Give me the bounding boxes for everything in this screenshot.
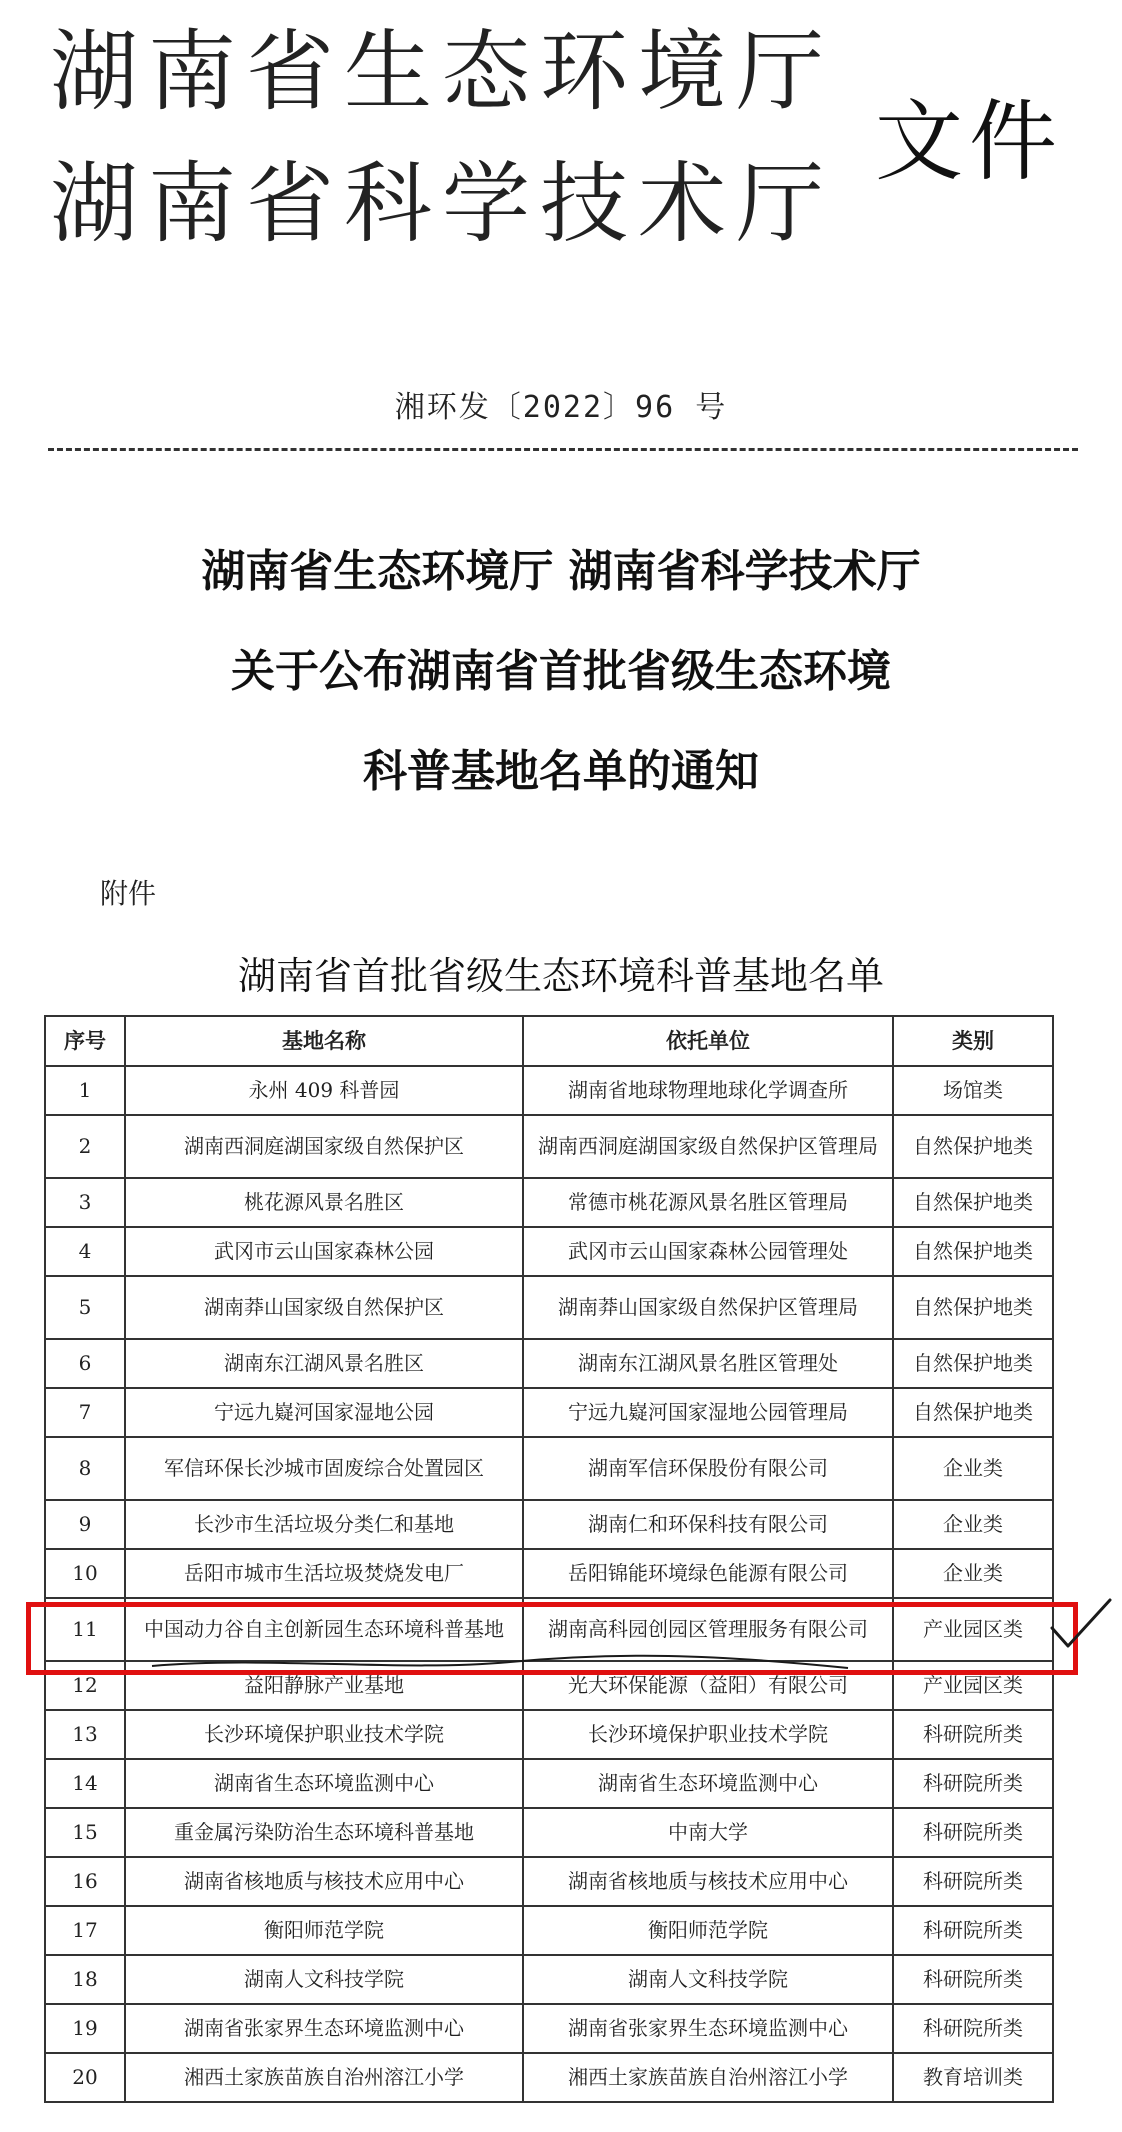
cell-base-name: 湖南省张家界生态环境监测中心 [125, 2004, 523, 2053]
cell-index: 11 [45, 1598, 125, 1661]
notice-title-line-3: 科普基地名单的通知 [363, 746, 759, 797]
cell-category: 自然保护地类 [893, 1276, 1053, 1339]
table-row [45, 1339, 1053, 1388]
table-row [45, 1276, 1053, 1339]
issuer-name-1: 湖南省生态环境厅 [50, 20, 835, 123]
cell-index: 16 [45, 1857, 125, 1906]
cell-base-name: 衡阳师范学院 [125, 1906, 523, 1955]
cell-base-name: 长沙环境保护职业技术学院 [125, 1710, 523, 1759]
cell-host-unit: 岳阳锦能环境绿色能源有限公司 [523, 1549, 893, 1598]
cell-category: 企业类 [893, 1500, 1053, 1549]
cell-index: 13 [45, 1710, 125, 1759]
cell-base-name: 湖南人文科技学院 [125, 1955, 523, 2004]
table-title: 湖南省首批省级生态环境科普基地名单 [237, 954, 884, 998]
cell-category: 科研院所类 [893, 1955, 1053, 2004]
cell-category: 自然保护地类 [893, 1227, 1053, 1276]
cell-category: 产业园区类 [893, 1598, 1053, 1661]
cell-host-unit: 湖南高科园创园区管理服务有限公司 [523, 1598, 893, 1661]
table-row [45, 1808, 1053, 1857]
cell-host-unit: 湖南东江湖风景名胜区管理处 [523, 1339, 893, 1388]
cell-index: 5 [45, 1276, 125, 1339]
doc-type-label: 文件 [875, 90, 1064, 193]
cell-host-unit: 衡阳师范学院 [523, 1906, 893, 1955]
cell-base-name: 湖南莽山国家级自然保护区 [125, 1276, 523, 1339]
cell-host-unit: 常德市桃花源风景名胜区管理局 [523, 1178, 893, 1227]
cell-category: 科研院所类 [893, 1808, 1053, 1857]
cell-index: 4 [45, 1227, 125, 1276]
cell-base-name: 永州 409 科普园 [125, 1066, 523, 1115]
cell-index: 15 [45, 1808, 125, 1857]
cell-host-unit: 长沙环境保护职业技术学院 [523, 1710, 893, 1759]
cell-category: 企业类 [893, 1549, 1053, 1598]
cell-host-unit: 中南大学 [523, 1808, 893, 1857]
cell-category: 科研院所类 [893, 1857, 1053, 1906]
cell-index: 12 [45, 1661, 125, 1710]
notice-title-line-1: 湖南省生态环境厅 湖南省科学技术厅 [201, 546, 921, 597]
table-row [45, 1388, 1053, 1437]
header-cell-index: 序号 [45, 1016, 125, 1066]
separator-line [48, 448, 1078, 451]
cell-base-name: 益阳静脉产业基地 [125, 1661, 523, 1710]
cell-base-name: 岳阳市城市生活垃圾焚烧发电厂 [125, 1549, 523, 1598]
table-row [45, 1857, 1053, 1906]
cell-base-name: 桃花源风景名胜区 [125, 1178, 523, 1227]
cell-host-unit: 湖南仁和环保科技有限公司 [523, 1500, 893, 1549]
cell-category: 自然保护地类 [893, 1388, 1053, 1437]
table-row [45, 1115, 1053, 1178]
cell-index: 2 [45, 1115, 125, 1178]
cell-base-name: 长沙市生活垃圾分类仁和基地 [125, 1500, 523, 1549]
table-row [45, 1955, 1053, 2004]
cell-index: 7 [45, 1388, 125, 1437]
table-row [45, 1906, 1053, 1955]
table-row [45, 2004, 1053, 2053]
cell-host-unit: 宁远九嶷河国家湿地公园管理局 [523, 1388, 893, 1437]
cell-index: 9 [45, 1500, 125, 1549]
table-row [45, 1710, 1053, 1759]
attachment-label: 附件 [100, 877, 157, 910]
cell-host-unit: 光大环保能源（益阳）有限公司 [523, 1661, 893, 1710]
cell-category: 科研院所类 [893, 1759, 1053, 1808]
cell-host-unit: 武冈市云山国家森林公园管理处 [523, 1227, 893, 1276]
table-header-row [45, 1016, 1053, 1066]
cell-base-name: 湘西土家族苗族自治州溶江小学 [125, 2053, 523, 2102]
cell-category: 科研院所类 [893, 1710, 1053, 1759]
cell-host-unit: 湘西土家族苗族自治州溶江小学 [523, 2053, 893, 2102]
cell-category: 自然保护地类 [893, 1115, 1053, 1178]
header-cell-host-unit: 依托单位 [523, 1016, 893, 1066]
header-cell-category: 类别 [893, 1016, 1053, 1066]
cell-host-unit: 湖南莽山国家级自然保护区管理局 [523, 1276, 893, 1339]
cell-base-name: 武冈市云山国家森林公园 [125, 1227, 523, 1276]
cell-category: 科研院所类 [893, 2004, 1053, 2053]
cell-category: 产业园区类 [893, 1661, 1053, 1710]
cell-category: 科研院所类 [893, 1906, 1053, 1955]
cell-category: 教育培训类 [893, 2053, 1053, 2102]
cell-index: 1 [45, 1066, 125, 1115]
document-number: 湘环发〔2022〕96 号 [394, 390, 728, 425]
cell-index: 8 [45, 1437, 125, 1500]
cell-host-unit: 湖南省核地质与核技术应用中心 [523, 1857, 893, 1906]
cell-index: 6 [45, 1339, 125, 1388]
cell-host-unit: 湖南西洞庭湖国家级自然保护区管理局 [523, 1115, 893, 1178]
cell-index: 18 [45, 1955, 125, 2004]
cell-base-name: 中国动力谷自主创新园生态环境科普基地 [125, 1598, 523, 1661]
cell-index: 10 [45, 1549, 125, 1598]
cell-index: 17 [45, 1906, 125, 1955]
handwritten-underline [150, 1650, 850, 1680]
table-row [45, 1066, 1053, 1115]
cell-base-name: 宁远九嶷河国家湿地公园 [125, 1388, 523, 1437]
base-list-table [44, 1015, 1054, 2103]
cell-category: 场馆类 [893, 1066, 1053, 1115]
cell-base-name: 湖南东江湖风景名胜区 [125, 1339, 523, 1388]
cell-host-unit: 湖南人文科技学院 [523, 1955, 893, 2004]
table-row [45, 1178, 1053, 1227]
issuer-name-2: 湖南省科学技术厅 [50, 152, 835, 255]
cell-index: 19 [45, 2004, 125, 2053]
header-cell-base-name: 基地名称 [125, 1016, 523, 1066]
cell-base-name: 湖南省生态环境监测中心 [125, 1759, 523, 1808]
cell-category: 自然保护地类 [893, 1339, 1053, 1388]
check-mark-icon [1046, 1594, 1116, 1654]
cell-base-name: 军信环保长沙城市固废综合处置园区 [125, 1437, 523, 1500]
cell-host-unit: 湖南省地球物理地球化学调查所 [523, 1066, 893, 1115]
table-row [45, 1500, 1053, 1549]
table-row [45, 1227, 1053, 1276]
table-row [45, 2053, 1053, 2102]
cell-category: 企业类 [893, 1437, 1053, 1500]
table-row [45, 1437, 1053, 1500]
cell-host-unit: 湖南省张家界生态环境监测中心 [523, 2004, 893, 2053]
table-row [45, 1759, 1053, 1808]
cell-base-name: 重金属污染防治生态环境科普基地 [125, 1808, 523, 1857]
table-row [45, 1549, 1053, 1598]
cell-category: 自然保护地类 [893, 1178, 1053, 1227]
cell-base-name: 湖南省核地质与核技术应用中心 [125, 1857, 523, 1906]
notice-title-line-2: 关于公布湖南省首批省级生态环境 [231, 646, 891, 697]
cell-host-unit: 湖南军信环保股份有限公司 [523, 1437, 893, 1500]
cell-index: 14 [45, 1759, 125, 1808]
cell-index: 3 [45, 1178, 125, 1227]
cell-host-unit: 湖南省生态环境监测中心 [523, 1759, 893, 1808]
cell-base-name: 湖南西洞庭湖国家级自然保护区 [125, 1115, 523, 1178]
cell-index: 20 [45, 2053, 125, 2102]
